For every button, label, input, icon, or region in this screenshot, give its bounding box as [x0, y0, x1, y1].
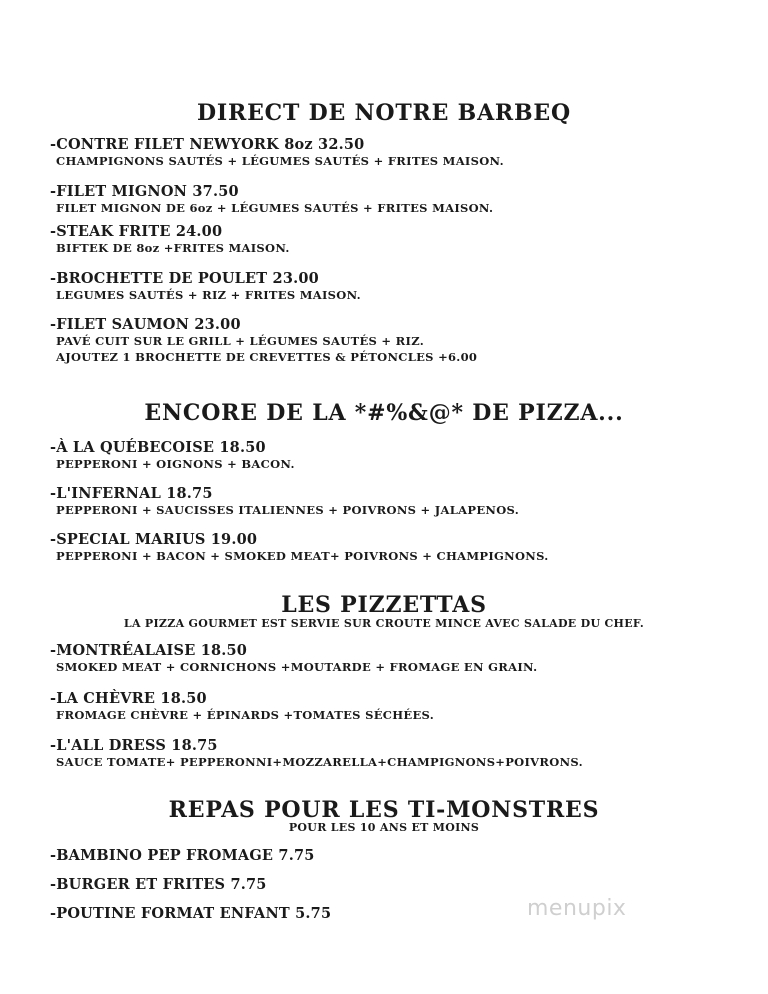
- item-title: -L'INFERNAL 18.75: [50, 485, 213, 502]
- menu-item: [50, 183, 493, 216]
- item-description: PEPPERONI + OIGNONS + BACON.: [56, 457, 295, 471]
- item-description: SMOKED MEAT + CORNICHONS +MOUTARDE + FROMAGE EN GRAIN.: [56, 660, 538, 674]
- menu-item: [50, 642, 537, 675]
- item-description: FROMAGE CHÈVRE + ÉPINARDS +TOMATES SÉCHÉES.: [56, 708, 435, 722]
- item-title: -FILET SAUMON 23.00: [50, 316, 241, 333]
- menu-item: [50, 876, 267, 893]
- menu-item: [50, 905, 331, 922]
- item-description: BIFTEK DE 8oz +FRITES MAISON.: [56, 241, 290, 255]
- menu-item: [50, 690, 434, 723]
- menu-item: [50, 439, 295, 472]
- item-title: -CONTRE FILET NEWYORK 8oz 32.50: [50, 136, 365, 153]
- item-title: -MONTRÉALAISE 18.50: [50, 642, 248, 659]
- item-title: -SPECIAL MARIUS 19.00: [50, 531, 258, 548]
- menu-item: [50, 847, 315, 864]
- section-heading-barbeq: DIRECT DE NOTRE BARBEQ: [197, 100, 571, 126]
- item-description: FILET MIGNON DE 6oz + LÉGUMES SAUTÉS + FRITES MAISON.: [56, 201, 494, 215]
- menu-item: [50, 136, 504, 169]
- item-title: -LA CHÈVRE 18.50: [50, 690, 207, 707]
- menu-item: [50, 485, 519, 518]
- item-description: PEPPERONI + SAUCISSES ITALIENNES + POIVRONS + JALAPENOS.: [56, 503, 520, 517]
- section-heading-pizza: ENCORE DE LA *#%&@* DE PIZZA...: [144, 400, 624, 426]
- section-subtitle: LA PIZZA GOURMET EST SERVIE SUR CROUTE MINCE AVEC SALADE DU CHEF.: [123, 617, 645, 630]
- item-title: -À LA QUÉBECOISE 18.50: [50, 439, 266, 456]
- item-title: -FILET MIGNON 37.50: [50, 183, 239, 200]
- menu-item: [50, 737, 583, 770]
- item-title: -L'ALL DRESS 18.75: [50, 737, 218, 754]
- item-description: PEPPERONI + BACON + SMOKED MEAT+ POIVRONS + CHAMPIGNONS.: [56, 549, 549, 563]
- section-subtitle: POUR LES 10 ANS ET MOINS: [288, 821, 480, 834]
- menu-item: [50, 223, 290, 256]
- item-description: AJOUTEZ 1 BROCHETTE DE CREVETTES & PÉTONCLES +6.00: [56, 350, 478, 364]
- item-title: -POUTINE FORMAT ENFANT 5.75: [50, 905, 332, 922]
- item-description: CHAMPIGNONS SAUTÉS + LÉGUMES SAUTÉS + FRITES MAISON.: [56, 154, 504, 168]
- item-title: -BURGER ET FRITES 7.75: [50, 876, 267, 893]
- item-description: SAUCE TOMATE+ PEPPERONNI+MOZZARELLA+CHAMPIGNONS+POIVRONS.: [56, 755, 583, 769]
- item-title: -BROCHETTE DE POULET 23.00: [50, 270, 319, 287]
- watermark: menupix: [527, 896, 627, 921]
- item-title: -STEAK FRITE 24.00: [50, 223, 223, 240]
- item-description: LEGUMES SAUTÉS + RIZ + FRITES MAISON.: [56, 288, 361, 302]
- menu-item: [50, 531, 549, 564]
- section-heading-pizzettas: LES PIZZETTAS: [281, 592, 487, 618]
- section-heading-ti-monstres: REPAS POUR LES TI-MONSTRES: [168, 797, 600, 823]
- menu-item: [50, 316, 477, 365]
- menu-item: [50, 270, 361, 303]
- item-title: -BAMBINO PEP FROMAGE 7.75: [50, 847, 315, 864]
- item-description: PAVÉ CUIT SUR LE GRILL + LÉGUMES SAUTÉS + RIZ.: [56, 334, 424, 348]
